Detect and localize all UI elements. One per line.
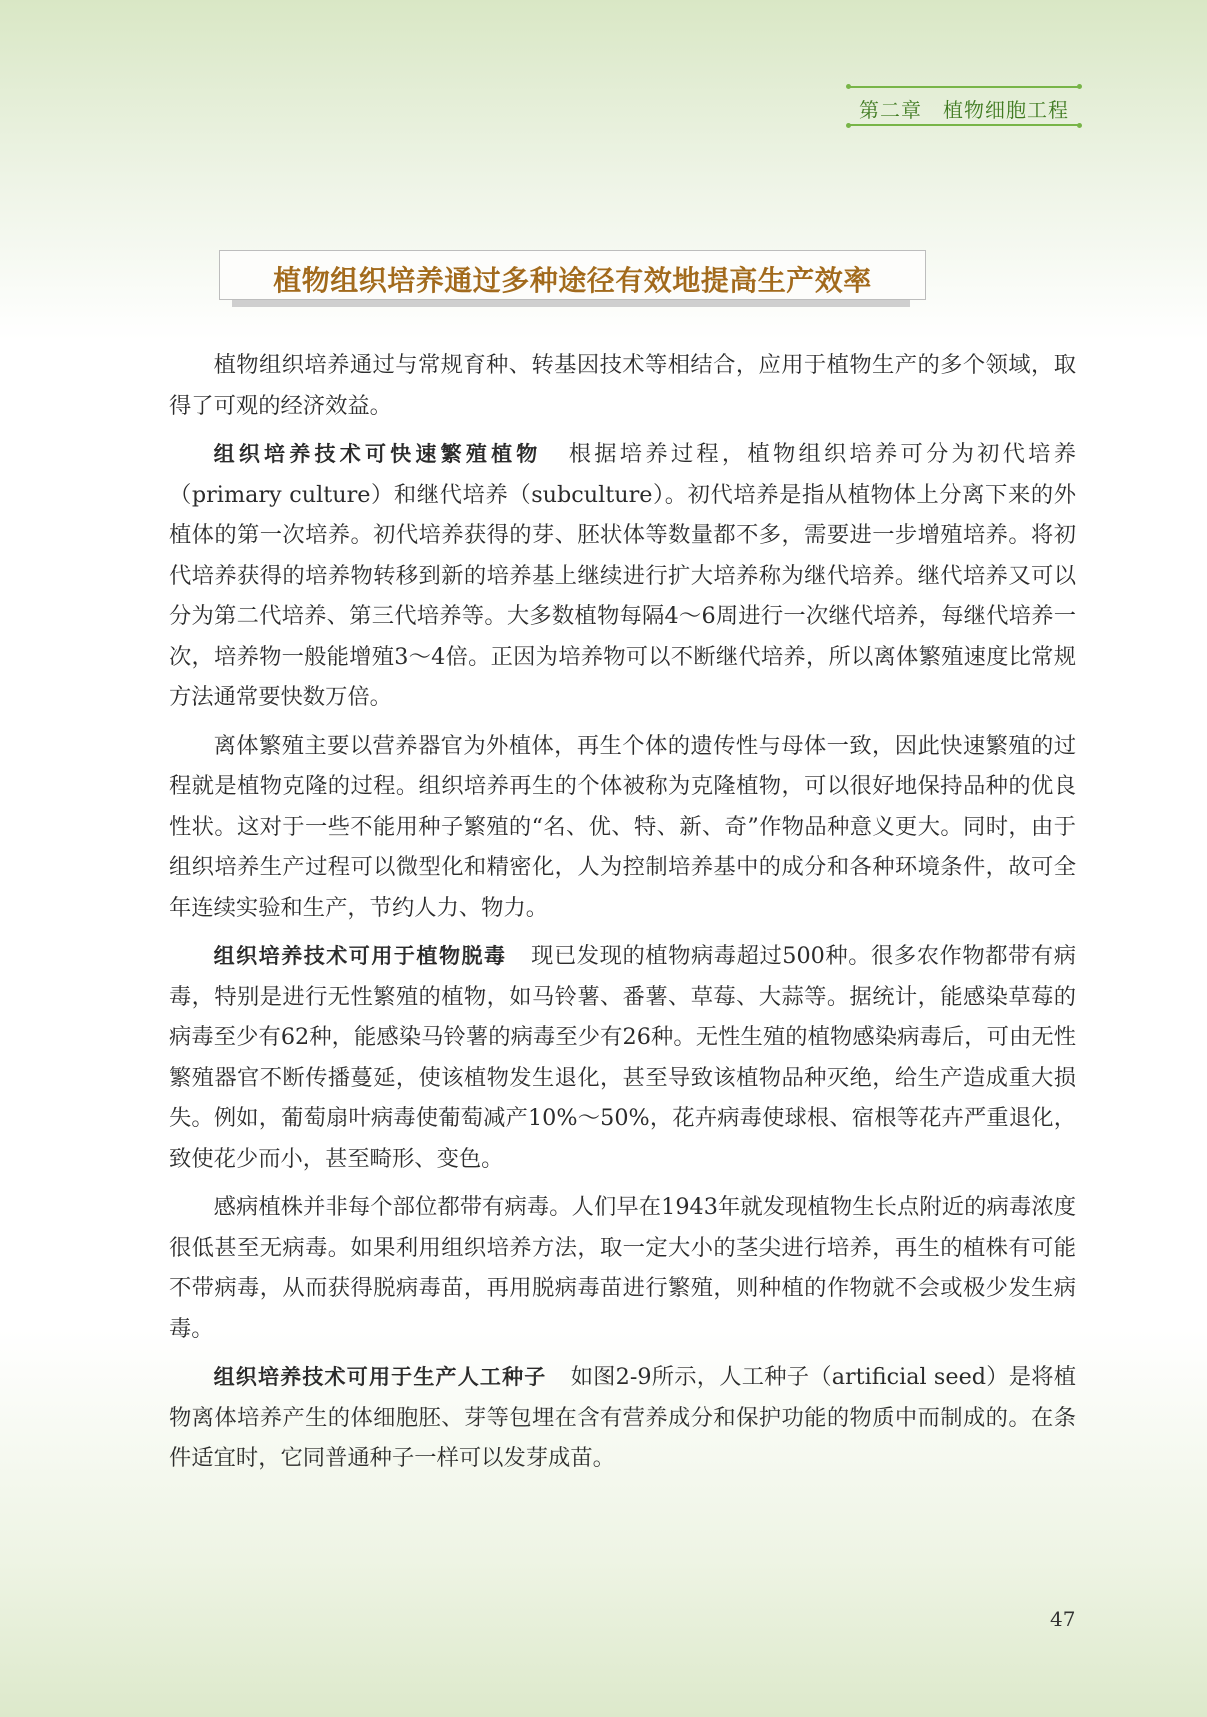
paragraph-text: 离体繁殖主要以营养器官为外植体，再生个体的遗传性与母体一致，因此快速繁殖的过程就是植物克隆的过程。组织培养再生的个体被称为克隆植物，可以很好地保持品种的优良性状。这对于一些不能用种子繁殖的“名、优、特、新、奇”作物品种意义更大。同时，由于组织培养生产过程可以微型化和精密化，人为控制培养基中的成分和各种环境条件，故可全年连续实验和生产，节约人力、物力。 (169, 732, 1076, 921)
paragraph (169, 434, 1076, 718)
paragraph-text: 感病植株并非每个部位都带有病毒。人们早在1943年就发现植物生长点附近的病毒浓度很低甚至无病毒。如果利用组织培养方法，取一定大小的茎尖进行培养，再生的植株有可能不带病毒，从而获得脱病毒苗，再用脱病毒苗进行繁殖，则种植的作物就不会或极少发生病毒。 (169, 1194, 1076, 1342)
paragraph (169, 936, 1076, 1179)
paragraph-heading: 组织培养技术可快速繁殖植物 (213, 442, 542, 466)
chapter-rule-top (850, 86, 1078, 88)
body-text (169, 345, 1076, 1487)
paragraph-text: 现已发现的植物病毒超过500种。很多农作物都带有病毒，特别是进行无性繁殖的植物，如马铃薯、番薯、草莓、大蒜等。据统计，能感染草莓的病毒至少有62种，能感染马铃薯的病毒至少有26种。无性生殖的植物感染病毒后，可由无性繁殖器官不断传播蔓延，使该植物发生退化，甚至导致该植物品种灭绝，给生产造成重大损失。例如，葡萄扇叶病毒使葡萄减产10%～50%，花卉病毒使球根、宿根等花卉严重退化，致使花少而小，甚至畸形、变色。 (169, 943, 1077, 1172)
paragraph-text: 根据培养过程，植物组织培养可分为初代培养（primary culture）和继代培养（subculture）。初代培养是指从植物体上分离下来的外植体的第一次培养。初代培养获得的芽、胚状体等数量都不多，需要进一步增殖培养。将初代培养获得的培养物转移到新的培养基上继续进行扩大培养称为继代培养。继代培养又可以分为第二代培养、第三代培养等。大多数植物每隔4～6周进行一次继代培养，每继代培养一次，培养物一般能增殖3～4倍。正因为培养物可以不断继代培养，所以离体繁殖速度比常规方法通常要快数万倍。 (169, 441, 1076, 710)
page-number: 47 (1050, 1607, 1076, 1631)
paragraph (169, 1357, 1076, 1479)
ornament-dot (846, 84, 851, 89)
section-title-box (219, 250, 926, 300)
section-title: 植物组织培养通过多种途径有效地提高生产效率 (273, 264, 872, 297)
paragraph (169, 1187, 1076, 1349)
chapter-label: 第二章 植物细胞工程 (859, 98, 1069, 122)
ornament-dot (1077, 84, 1082, 89)
paragraph (169, 726, 1076, 929)
chapter-rule-bottom (850, 124, 1078, 126)
ornament-dot (1077, 123, 1082, 128)
paragraph-heading: 组织培养技术可用于生产人工种子 (213, 1365, 547, 1389)
paragraph-text: 如图2-9所示，人工种子（artificial seed）是将植物离体培养产生的体细胞胚、芽等包埋在含有营养成分和保护功能的物质中而制成的。在条件适宜时，它同普通种子一样可以发芽成苗。 (169, 1364, 1077, 1471)
paragraph (169, 345, 1076, 426)
paragraph-heading: 组织培养技术可用于植物脱毒 (213, 944, 507, 968)
paragraph-text: 植物组织培养通过与常规育种、转基因技术等相结合，应用于植物生产的多个领域，取得了可观的经济效益。 (169, 352, 1076, 419)
chapter-header (848, 86, 1080, 126)
ornament-dot (846, 123, 851, 128)
